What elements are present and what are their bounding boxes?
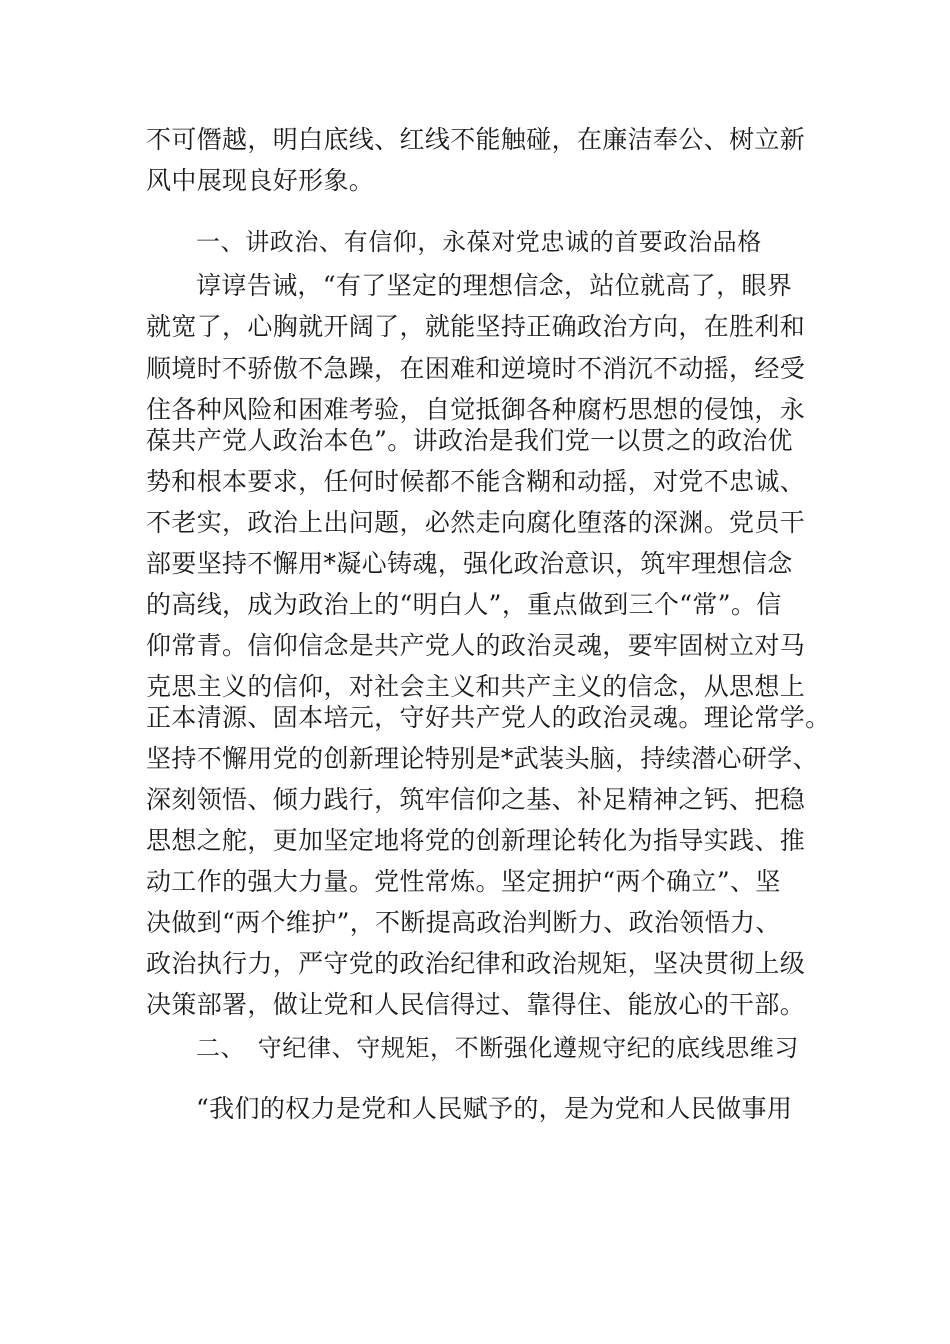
paragraph-line: 葆共产党人政治本色”。讲政治是我们党一以贯之的政治优: [146, 426, 793, 455]
paragraph-line: 的高线，成为政治上的“明白人”，重点做到三个“常”。信: [146, 590, 782, 619]
paragraph-line: 克思主义的信仰，对社会主义和共产主义的信念，从思想上: [146, 672, 806, 701]
paragraph-line: 住各种风险和困难考验，自觉抵御各种腐朽思想的侵蚀，永: [146, 395, 806, 424]
section-heading-2: 二、 守纪律、守规矩，不断强化遵规守纪的底线思维习: [196, 1034, 799, 1062]
paragraph-line: 深刻领悟、倾力践行，筑牢信仰之基、补足精神之钙、把稳: [146, 785, 806, 814]
paragraph-line: 思想之舵，更加坚定地将党的创新理论转化为指导实践、推: [146, 826, 806, 855]
paragraph-line: 谆谆告诫，“有了坚定的理想信念，站位就高了，眼界: [196, 271, 793, 300]
paragraph-line: 决做到“两个维护”，不断提高政治判断力、政治领悟力、: [146, 908, 781, 937]
paragraph-line: 坚持不懈用党的创新理论特别是*武装头脑，持续潜心研学、: [146, 744, 818, 773]
section-heading-1: 一、讲政治、有信仰，永葆对党忠诚的首要政治品格: [196, 228, 762, 256]
paragraph-line: 势和根本要求，任何时候都不能含糊和动摇，对党不忠诚、: [146, 467, 806, 496]
paragraph-line: 就宽了，心胸就开阔了，就能坚持正确政治方向，在胜利和: [146, 312, 806, 341]
paragraph-line: 政治执行力，严守党的政治纪律和政治规矩，坚决贯彻上级: [146, 949, 806, 978]
paragraph-line: 风中展现良好形象。: [146, 166, 375, 195]
paragraph-line: 正本清源、固本培元，守好共产党人的政治灵魂。理论常学。: [146, 703, 831, 732]
paragraph-line: 仰常青。信仰信念是共产党人的政治灵魂，要牢固树立对马: [146, 631, 806, 660]
paragraph-line: 动工作的强大力量。党性常炼。坚定拥护“两个确立”、坚: [146, 867, 781, 896]
paragraph-line: 顺境时不骄傲不急躁，在困难和逆境时不消沉不动摇，经受: [146, 354, 806, 383]
paragraph-line: “我们的权力是党和人民赋予的，是为党和人民做事用: [196, 1094, 793, 1123]
paragraph-line: 决策部署，做让党和人民信得过、靠得住、能放心的干部。: [146, 990, 806, 1019]
paragraph-line: 不老实，政治上出问题，必然走向腐化堕落的深渊。党员干: [146, 508, 806, 537]
paragraph-line: 部要坚持不懈用*凝心铸魂，强化政治意识，筑牢理想信念: [146, 549, 793, 578]
paragraph-line: 不可僭越，明白底线、红线不能触碰，在廉洁奉公、树立新: [146, 125, 806, 154]
